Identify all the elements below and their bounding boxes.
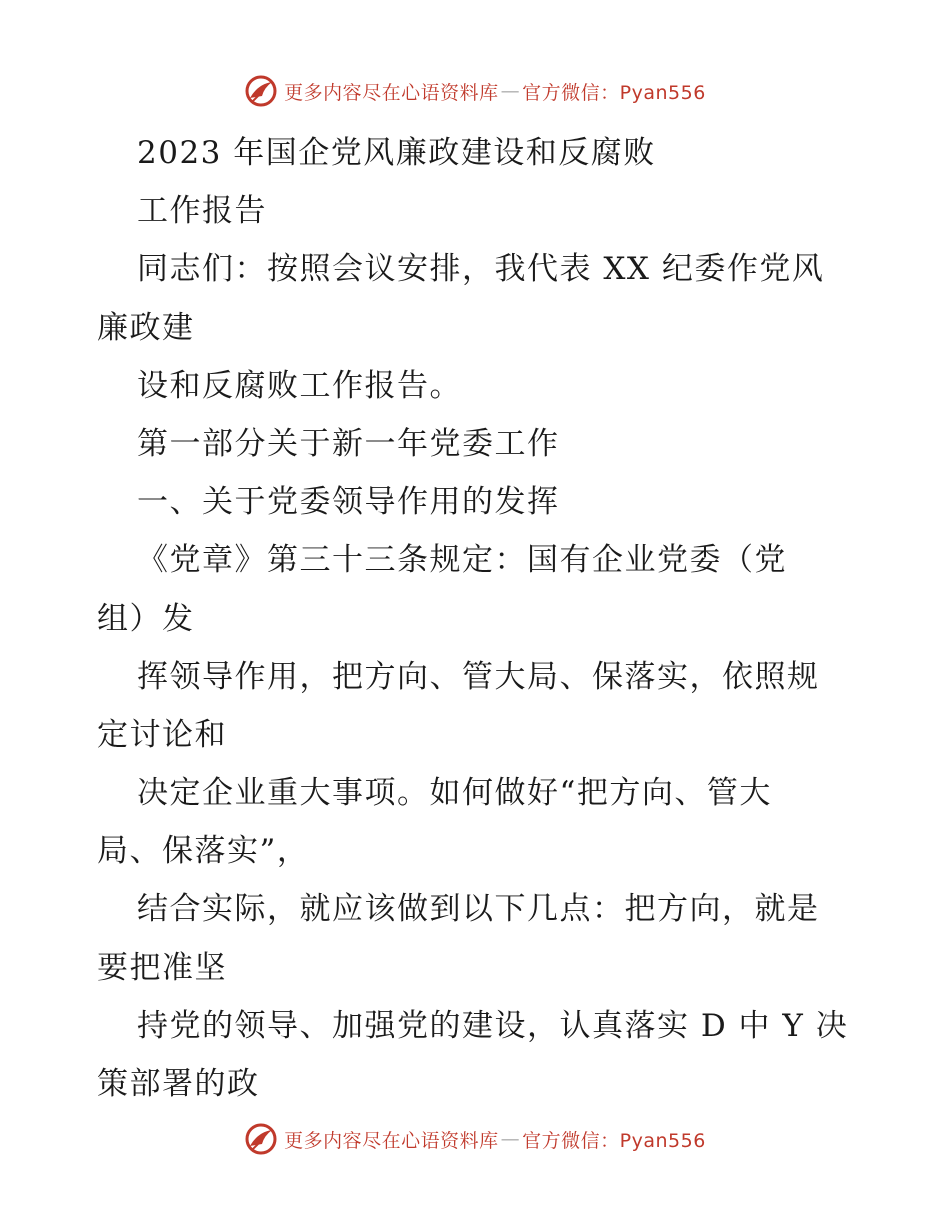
watermark-text: 更多内容尽在心语资料库 [284, 1129, 499, 1152]
doc-line: 一、关于党委领导作用的发挥 [137, 484, 560, 521]
pen-logo-icon [244, 1122, 278, 1156]
doc-line: 组）发 [97, 600, 195, 637]
doc-line: 挥领导作用，把方向、管大局、保落实，依照规 [137, 658, 820, 695]
doc-line: 第一部分关于新一年党委工作 [137, 425, 560, 462]
watermark-footer [0, 1119, 950, 1159]
watermark-wechat: 官方微信：Pyan556 [522, 1129, 706, 1152]
doc-line: 设和反腐败工作报告。 [137, 367, 462, 404]
watermark-wechat: 官方微信：Pyan556 [522, 81, 706, 104]
watermark-text: 更多内容尽在心语资料库 [284, 81, 499, 104]
watermark-separator: — [500, 1128, 521, 1150]
doc-line: 要把准坚 [97, 949, 227, 986]
doc-line: 《党章》第三十三条规定：国有企业党委（党 [137, 542, 787, 579]
doc-line: 持党的领导、加强党的建设，认真落实 D 中 Y 决 [137, 1007, 849, 1044]
doc-line: 同志们：按照会议安排，我代表 XX 纪委作党风 [137, 251, 825, 288]
doc-line: 决定企业重大事项。如何做好“把方向、管大 [137, 775, 772, 812]
document-body [97, 124, 857, 1113]
doc-line: 定讨论和 [97, 716, 227, 753]
doc-line: 结合实际，就应该做到以下几点：把方向，就是 [137, 891, 820, 928]
doc-line: 2023 年国企党风廉政建设和反腐败 [137, 135, 656, 171]
doc-line: 策部署的政 [97, 1066, 260, 1102]
watermark-header [0, 71, 950, 111]
doc-line: 工作报告 [137, 193, 267, 230]
doc-line: 局、保落实”， [97, 833, 310, 870]
doc-line: 廉政建 [97, 309, 195, 346]
pen-logo-icon [244, 74, 278, 108]
watermark-separator: — [500, 80, 521, 102]
